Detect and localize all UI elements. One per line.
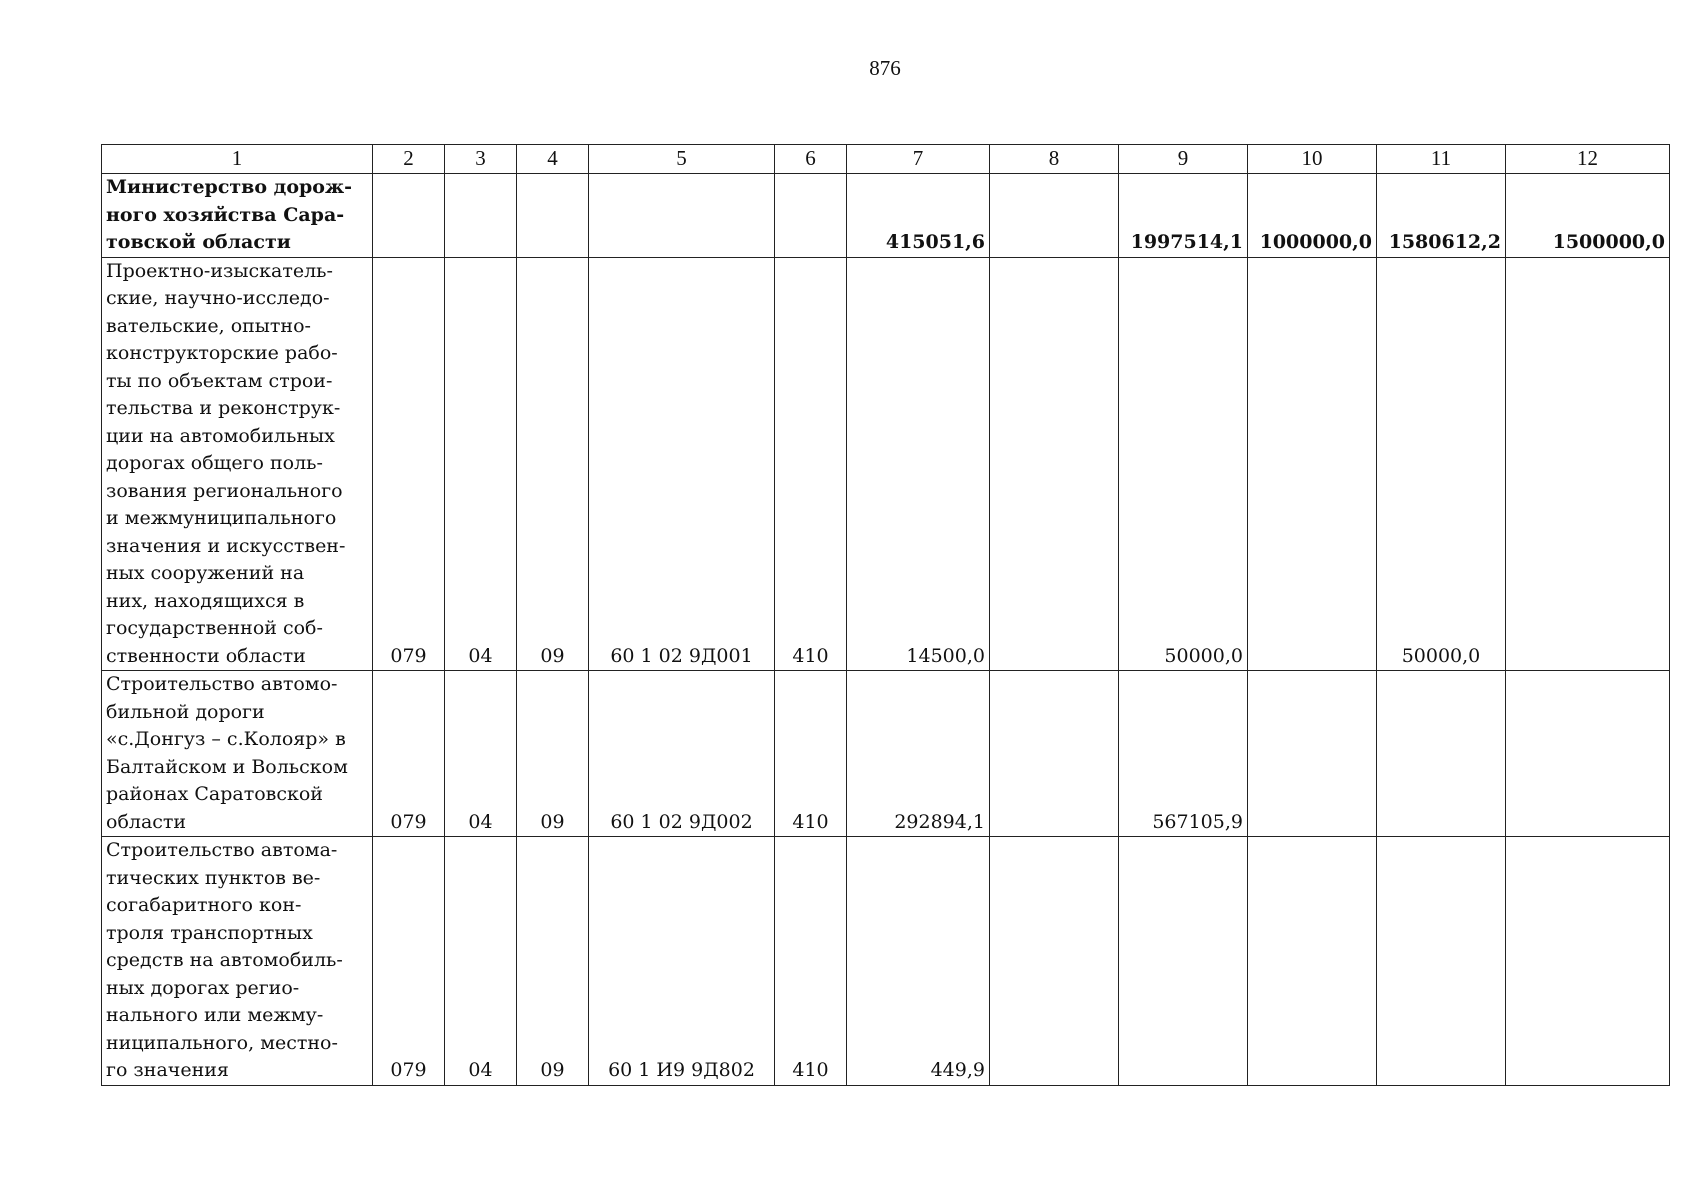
table-row <box>102 837 1670 1086</box>
cell-col-12 <box>1506 837 1670 1086</box>
column-header: 1 <box>102 145 373 174</box>
row-name-line: Министерство дорож- <box>106 176 353 198</box>
row-name-line: дорогах общего поль- <box>106 452 323 474</box>
cell-col-11 <box>1377 671 1506 837</box>
cell-target-article <box>589 174 775 258</box>
cell-target-article: 60 1 02 9Д001 <box>589 257 775 671</box>
table-row <box>102 257 1670 671</box>
cell-col-7: 415051,6 <box>847 174 990 258</box>
cell-subsection: 09 <box>517 257 589 671</box>
cell-col-10 <box>1248 671 1377 837</box>
cell-expense-type: 410 <box>775 671 847 837</box>
table-row-ministry <box>102 174 1670 258</box>
column-header: 3 <box>445 145 517 174</box>
row-name-line: области <box>106 810 187 833</box>
cell-col-7: 292894,1 <box>847 671 990 837</box>
page-number: 876 <box>869 56 901 80</box>
column-number-row <box>102 145 1670 174</box>
row-name-line: нального или межму- <box>106 1004 324 1026</box>
row-name-line: и межмуниципального <box>106 507 337 529</box>
cell-expense-type: 410 <box>775 837 847 1086</box>
column-header: 11 <box>1377 145 1506 174</box>
table-row <box>102 671 1670 837</box>
cell-expense-type: 410 <box>775 257 847 671</box>
cell-col-10 <box>1248 837 1377 1086</box>
row-name-line: ции на автомобильных <box>106 424 335 447</box>
column-header: 12 <box>1506 145 1670 174</box>
row-name-line: ские, научно-исследо- <box>106 287 330 309</box>
row-name-line: го значения <box>106 1059 229 1081</box>
row-name-line: тельства и реконструк- <box>106 397 341 419</box>
cell-ministry-code: 079 <box>373 257 445 671</box>
column-header: 8 <box>990 145 1119 174</box>
cell-col-8 <box>990 837 1119 1086</box>
row-name-line: «с.Донгуз – с.Колояр» в <box>106 728 346 750</box>
row-name-line: тических пунктов ве- <box>106 866 321 889</box>
row-name-line: районах Саратовской <box>106 783 323 805</box>
cell-col-11 <box>1377 837 1506 1086</box>
row-name-line: средств на автомобиль- <box>106 949 343 971</box>
cell-section: 04 <box>445 257 517 671</box>
cell-col-9 <box>1119 837 1248 1086</box>
cell-target-article: 60 1 02 9Д002 <box>589 671 775 837</box>
row-name-line: троля транспортных <box>106 921 313 944</box>
row-name-line: бильной дороги <box>106 700 265 723</box>
cell-col-8 <box>990 671 1119 837</box>
cell-col-12 <box>1506 257 1670 671</box>
row-name-cell <box>102 837 373 1086</box>
cell-col-7: 449,9 <box>847 837 990 1086</box>
row-name-cell <box>102 671 373 837</box>
column-header: 2 <box>373 145 445 174</box>
column-header: 10 <box>1248 145 1377 174</box>
cell-col-8 <box>990 174 1119 258</box>
cell-ministry-code: 079 <box>373 837 445 1086</box>
row-name-line: них, находящихся в <box>106 589 305 612</box>
row-name-line: ных дорогах регио- <box>106 976 300 999</box>
cell-col-10 <box>1248 257 1377 671</box>
cell-target-article: 60 1 И9 9Д802 <box>589 837 775 1086</box>
cell-ministry-code: 079 <box>373 671 445 837</box>
row-name-line: значения и искусствен- <box>106 534 346 557</box>
cell-ministry-code <box>373 174 445 258</box>
cell-col-12: 1500000,0 <box>1506 174 1670 258</box>
cell-col-11: 1580612,2 <box>1377 174 1506 258</box>
cell-col-11: 50000,0 <box>1377 257 1506 671</box>
row-name-line: вательские, опытно- <box>106 314 311 337</box>
cell-col-9: 567105,9 <box>1119 671 1248 837</box>
cell-section: 04 <box>445 671 517 837</box>
column-header: 4 <box>517 145 589 174</box>
cell-subsection: 09 <box>517 837 589 1086</box>
row-name-line: Балтайском и Вольском <box>106 755 348 778</box>
row-name-line: Строительство автомо- <box>106 673 338 695</box>
row-name-cell <box>102 174 373 258</box>
row-name-line: ты по объектам строи- <box>106 369 333 392</box>
budget-table <box>101 144 1670 1086</box>
cell-col-10: 1000000,0 <box>1248 174 1377 258</box>
row-name-line: ственности области <box>106 644 306 667</box>
cell-expense-type <box>775 174 847 258</box>
cell-col-7: 14500,0 <box>847 257 990 671</box>
row-name-line: Строительство автома- <box>106 839 338 861</box>
cell-col-9: 50000,0 <box>1119 257 1248 671</box>
column-header: 7 <box>847 145 990 174</box>
row-name-line: ного хозяйства Сара- <box>106 203 345 226</box>
cell-subsection <box>517 174 589 258</box>
row-name-line: Проектно-изыскатель- <box>106 259 333 282</box>
cell-col-9: 1997514,1 <box>1119 174 1248 258</box>
cell-section <box>445 174 517 258</box>
row-name-cell <box>102 257 373 671</box>
row-name-line: конструкторские рабо- <box>106 342 338 364</box>
cell-col-8 <box>990 257 1119 671</box>
column-header: 6 <box>775 145 847 174</box>
row-name-line: государственной соб- <box>106 617 323 639</box>
row-name-line: согабаритного кон- <box>106 894 302 916</box>
row-name-line: зования регионального <box>106 479 343 502</box>
row-name-line: товской области <box>106 231 291 253</box>
column-header: 5 <box>589 145 775 174</box>
row-name-line: ниципального, местно- <box>106 1031 338 1054</box>
cell-section: 04 <box>445 837 517 1086</box>
column-header: 9 <box>1119 145 1248 174</box>
cell-subsection: 09 <box>517 671 589 837</box>
row-name-line: ных сооружений на <box>106 562 305 584</box>
cell-col-12 <box>1506 671 1670 837</box>
